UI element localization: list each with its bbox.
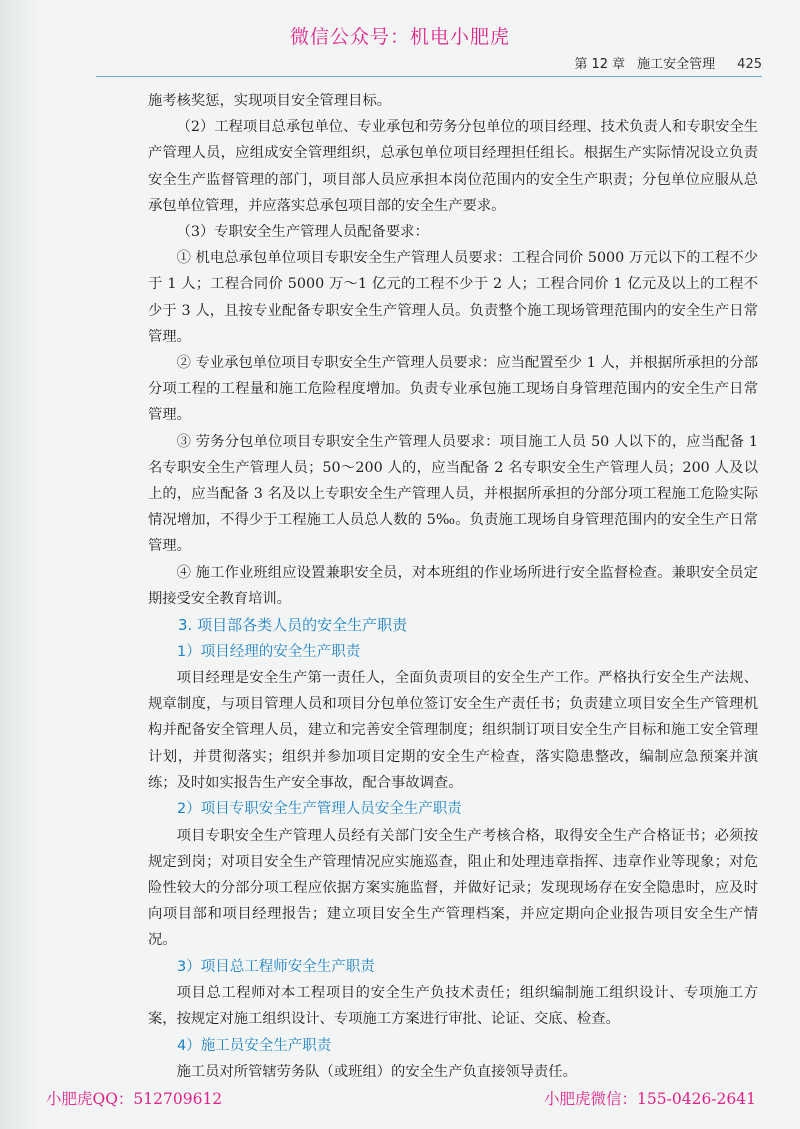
subsection-heading: 2）项目专职安全生产管理人员安全生产职责 xyxy=(177,801,462,818)
paragraph: 项目专职安全生产管理人员经有关部门安全生产考核合格，取得安全生产合格证书；必须按规定到岗；对项目安全生产管理情况应实施巡查，阻止和处理违章指挥、违章作业等现象；对危险性较大的分部分项工程应依据方案实施监督，并做好记录；发现现场存在安全隐患时，应及时向项目部和项目经理报告；建立项目安全生产管理档案，并应定期向企业报告项目安全生产情况。 xyxy=(148,827,758,949)
page-content xyxy=(148,88,758,1085)
page-edge xyxy=(0,0,44,1129)
paragraph: 项目经理是安全生产第一责任人，全面负责项目的安全生产工作。严格执行安全生产法规、规章制度，与项目管理人员和项目分包单位签订安全生产责任书；负责建立项目安全生产管理机构并配备安全管理人员，建立和完善安全管理制度；组织制订项目安全生产目标和施工安全管理计划，并贯彻落实；组织并参加项目定期的安全生产检查，落实隐患整改，编制应急预案并演练；及时如实报告生产安全事故，配合事故调查。 xyxy=(148,670,758,791)
paragraph: 施考核奖惩，实现项目安全管理目标。 xyxy=(148,93,392,109)
paragraph: ② 专业承包单位项目专职安全生产管理人员要求：应当配置至少 1 人，并根据所承担的分部分项工程的工程量和施工危险程度增加。负责专业承包施工现场自身管理范围内的安全生产日常管理。 xyxy=(148,355,758,424)
paragraph: （3）专职安全生产管理人员配备要求： xyxy=(176,224,429,241)
header-rule xyxy=(96,76,762,77)
chapter-number: 第 12 章 xyxy=(574,57,626,72)
paragraph: ③ 劳务分包单位项目专职安全生产管理人员要求：项目施工人员 50 人以下的，应当配备 1 名专职安全生产管理人员；50～200 人的，应当配备 2 名专职安全生产管理人员；200 人及以上的，应当配备 3 名及以上专职安全生产管理人员，并根据所承担的分部分项工程施工危险实际情况增加，不得少于工程施工人员总人数的 5‰。负责施工现场自身管理范围内的安全生产日常管理。 xyxy=(148,433,758,555)
paragraph: ① 机电总承包单位项目专职安全生产管理人员要求：工程合同价 5000 万元以下的工程不少于 1 人；工程合同价 5000 万～1 亿元的工程不少于 2 人；工程合同价 1 亿元及以上的工程不少于 3 人，且按专业配备专职安全生产管理人员。负责整个施工现场管理范围内的安全生产日常管理。 xyxy=(148,250,758,345)
chapter-title: 施工安全管理 xyxy=(637,57,716,72)
paragraph: ④ 施工作业班组应设置兼职安全员，对本班组的作业场所进行安全监督检查。兼职安全员定期接受安全教育培训。 xyxy=(148,564,758,607)
page-number: 425 xyxy=(737,57,762,72)
watermark-top: 微信公众号：机电小肥虎 xyxy=(289,26,510,48)
section-heading: 3. 项目部各类人员的安全生产职责 xyxy=(178,616,408,635)
paragraph: 项目总工程师对本工程项目的安全生产负技术责任；组织编制施工组织设计、专项施工方案，按规定对施工组织设计、专项施工方案进行审批、论证、交底、检查。 xyxy=(148,985,758,1028)
watermark-bottom-right: 小肥虎微信：155-0426-2641 xyxy=(544,1090,756,1108)
paragraph: （2）工程项目总承包单位、专业承包和劳务分包单位的项目经理、技术负责人和专职安全生产管理人员，应组成安全管理组织，总承包单位项目经理担任组长。根据生产实际情况设立负责安全生产监督管理的部门，项目部人员应承担本岗位范围内的安全生产职责；分包单位应服从总承包单位管理，并应落实总承包项目部的安全生产要求。 xyxy=(148,119,758,214)
running-header xyxy=(96,51,762,75)
paragraph: 施工员对所管辖劳务队（或班组）的安全生产负直接领导责任。 xyxy=(176,1064,577,1080)
subsection-heading: 3）项目总工程师安全生产职责 xyxy=(177,958,375,975)
watermark-bottom-left: 小肥虎QQ：512709612 xyxy=(46,1090,223,1108)
subsection-heading: 1）项目经理的安全生产职责 xyxy=(177,643,361,660)
subsection-heading: 4）施工员安全生产职责 xyxy=(177,1037,332,1054)
